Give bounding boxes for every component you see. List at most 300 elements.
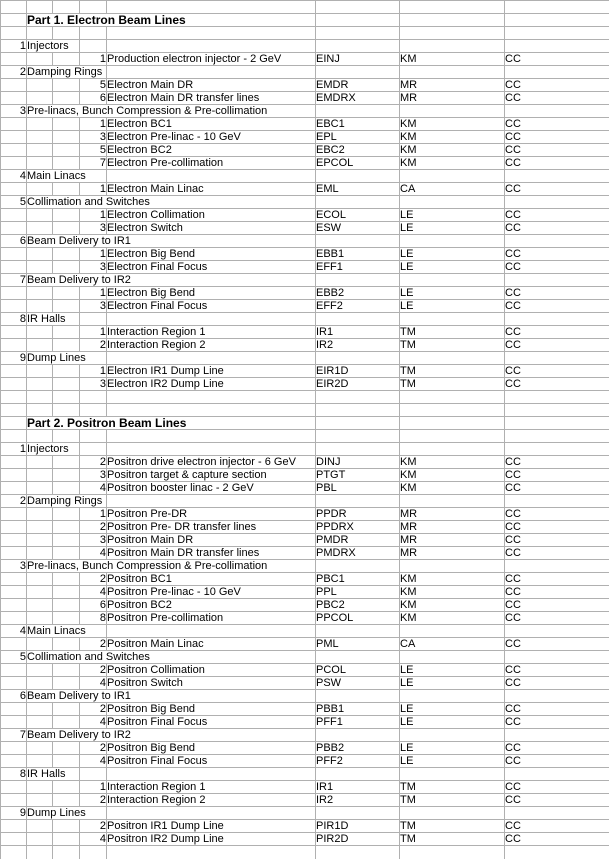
item-cc-cell[interactable]: CC [505, 131, 609, 144]
section-number-cell[interactable]: 6 [1, 235, 27, 248]
item-description-cell[interactable]: Electron Main Linac [107, 183, 316, 196]
section-name-cell[interactable]: Main Linacs [27, 170, 107, 183]
item-number-cell[interactable]: 2 [80, 456, 107, 469]
item-description-cell[interactable]: Electron Main DR transfer lines [107, 92, 316, 105]
item-cc-cell[interactable]: CC [505, 833, 609, 846]
item-description-cell[interactable]: Electron Switch [107, 222, 316, 235]
empty-cell[interactable] [80, 404, 107, 417]
item-group-cell[interactable]: TM [400, 339, 505, 352]
empty-cell[interactable] [27, 820, 53, 833]
item-number-cell[interactable]: 4 [80, 482, 107, 495]
empty-cell[interactable] [107, 846, 316, 859]
empty-cell[interactable] [400, 196, 505, 209]
empty-cell[interactable] [316, 274, 400, 287]
empty-cell[interactable] [505, 170, 609, 183]
empty-cell[interactable] [27, 222, 53, 235]
empty-cell[interactable] [53, 638, 80, 651]
empty-cell[interactable] [80, 430, 107, 443]
item-group-cell[interactable]: CA [400, 638, 505, 651]
item-description-cell[interactable]: Electron Pre-linac - 10 GeV [107, 131, 316, 144]
empty-cell[interactable] [1, 131, 27, 144]
empty-cell[interactable] [107, 391, 316, 404]
empty-cell[interactable] [400, 1, 505, 14]
item-code-cell[interactable]: PBB2 [316, 742, 400, 755]
part-title-cell[interactable]: Part 1. Electron Beam Lines [27, 14, 316, 27]
item-number-cell[interactable]: 8 [80, 612, 107, 625]
item-code-cell[interactable]: IR2 [316, 339, 400, 352]
item-description-cell[interactable]: Positron Switch [107, 677, 316, 690]
item-group-cell[interactable]: TM [400, 326, 505, 339]
empty-cell[interactable] [1, 92, 27, 105]
empty-cell[interactable] [53, 586, 80, 599]
empty-cell[interactable] [400, 495, 505, 508]
empty-cell[interactable] [53, 456, 80, 469]
empty-cell[interactable] [27, 547, 53, 560]
empty-cell[interactable] [1, 833, 27, 846]
item-group-cell[interactable]: LE [400, 677, 505, 690]
item-code-cell[interactable]: EPL [316, 131, 400, 144]
item-group-cell[interactable]: LE [400, 248, 505, 261]
empty-cell[interactable] [1, 326, 27, 339]
item-description-cell[interactable]: Electron Main DR [107, 79, 316, 92]
empty-cell[interactable] [53, 573, 80, 586]
empty-cell[interactable] [1, 794, 27, 807]
item-code-cell[interactable]: EML [316, 183, 400, 196]
item-group-cell[interactable]: TM [400, 365, 505, 378]
item-number-cell[interactable]: 3 [80, 378, 107, 391]
empty-cell[interactable] [316, 196, 400, 209]
item-cc-cell[interactable]: CC [505, 222, 609, 235]
empty-cell[interactable] [27, 508, 53, 521]
empty-cell[interactable] [53, 612, 80, 625]
section-name-cell[interactable]: Main Linacs [27, 625, 107, 638]
empty-cell[interactable] [1, 144, 27, 157]
section-number-cell[interactable]: 4 [1, 170, 27, 183]
item-number-cell[interactable]: 4 [80, 833, 107, 846]
empty-cell[interactable] [316, 729, 400, 742]
item-code-cell[interactable]: PML [316, 638, 400, 651]
item-group-cell[interactable]: MR [400, 534, 505, 547]
empty-cell[interactable] [107, 313, 316, 326]
empty-cell[interactable] [27, 183, 53, 196]
empty-cell[interactable] [107, 495, 316, 508]
item-number-cell[interactable]: 1 [80, 781, 107, 794]
section-name-cell[interactable]: Dump Lines [27, 807, 107, 820]
item-description-cell[interactable]: Electron BC2 [107, 144, 316, 157]
empty-cell[interactable] [27, 118, 53, 131]
item-code-cell[interactable]: ECOL [316, 209, 400, 222]
empty-cell[interactable] [400, 352, 505, 365]
item-code-cell[interactable]: PTGT [316, 469, 400, 482]
empty-cell[interactable] [316, 391, 400, 404]
empty-cell[interactable] [505, 235, 609, 248]
empty-cell[interactable] [400, 27, 505, 40]
section-name-cell[interactable]: Dump Lines [27, 352, 107, 365]
empty-cell[interactable] [27, 131, 53, 144]
item-description-cell[interactable]: Electron Final Focus [107, 300, 316, 313]
empty-cell[interactable] [53, 469, 80, 482]
section-name-cell[interactable]: IR Halls [27, 768, 80, 781]
empty-cell[interactable] [27, 703, 53, 716]
item-group-cell[interactable]: CA [400, 183, 505, 196]
item-code-cell[interactable]: EFF2 [316, 300, 400, 313]
item-description-cell[interactable]: Electron BC1 [107, 118, 316, 131]
empty-cell[interactable] [1, 287, 27, 300]
empty-cell[interactable] [316, 170, 400, 183]
empty-cell[interactable] [1, 430, 27, 443]
item-code-cell[interactable]: PSW [316, 677, 400, 690]
item-cc-cell[interactable]: CC [505, 742, 609, 755]
empty-cell[interactable] [53, 144, 80, 157]
item-number-cell[interactable]: 4 [80, 586, 107, 599]
empty-cell[interactable] [316, 27, 400, 40]
empty-cell[interactable] [1, 586, 27, 599]
item-number-cell[interactable]: 5 [80, 144, 107, 157]
empty-cell[interactable] [107, 807, 316, 820]
empty-cell[interactable] [53, 781, 80, 794]
item-code-cell[interactable]: EPCOL [316, 157, 400, 170]
item-number-cell[interactable]: 2 [80, 521, 107, 534]
item-description-cell[interactable]: Positron Main Linac [107, 638, 316, 651]
section-name-cell[interactable]: Beam Delivery to IR1 [27, 235, 316, 248]
item-group-cell[interactable]: LE [400, 716, 505, 729]
item-cc-cell[interactable]: CC [505, 183, 609, 196]
item-number-cell[interactable]: 6 [80, 92, 107, 105]
empty-cell[interactable] [316, 66, 400, 79]
empty-cell[interactable] [27, 365, 53, 378]
section-number-cell[interactable]: 3 [1, 560, 27, 573]
empty-cell[interactable] [1, 300, 27, 313]
empty-cell[interactable] [27, 794, 53, 807]
empty-cell[interactable] [27, 1, 53, 14]
empty-cell[interactable] [53, 326, 80, 339]
section-name-cell[interactable]: Beam Delivery to IR2 [27, 274, 316, 287]
empty-cell[interactable] [1, 183, 27, 196]
empty-cell[interactable] [27, 27, 53, 40]
item-code-cell[interactable]: EBB2 [316, 287, 400, 300]
item-cc-cell[interactable]: CC [505, 521, 609, 534]
empty-cell[interactable] [53, 300, 80, 313]
empty-cell[interactable] [53, 755, 80, 768]
item-code-cell[interactable]: EIR1D [316, 365, 400, 378]
empty-cell[interactable] [400, 105, 505, 118]
section-name-cell[interactable]: Injectors [27, 443, 80, 456]
section-name-cell[interactable]: Beam Delivery to IR1 [27, 690, 316, 703]
empty-cell[interactable] [400, 170, 505, 183]
empty-cell[interactable] [1, 14, 27, 27]
empty-cell[interactable] [53, 27, 80, 40]
empty-cell[interactable] [400, 430, 505, 443]
item-description-cell[interactable]: Interaction Region 1 [107, 781, 316, 794]
empty-cell[interactable] [80, 313, 107, 326]
item-group-cell[interactable]: TM [400, 820, 505, 833]
empty-cell[interactable] [1, 716, 27, 729]
empty-cell[interactable] [400, 417, 505, 430]
empty-cell[interactable] [53, 157, 80, 170]
empty-cell[interactable] [107, 430, 316, 443]
section-name-cell[interactable]: IR Halls [27, 313, 80, 326]
item-code-cell[interactable]: PBC1 [316, 573, 400, 586]
empty-cell[interactable] [1, 820, 27, 833]
item-cc-cell[interactable]: CC [505, 365, 609, 378]
item-description-cell[interactable]: Positron booster linac - 2 GeV [107, 482, 316, 495]
item-number-cell[interactable]: 2 [80, 339, 107, 352]
empty-cell[interactable] [1, 404, 27, 417]
item-description-cell[interactable]: Positron target & capture section [107, 469, 316, 482]
empty-cell[interactable] [1, 755, 27, 768]
empty-cell[interactable] [53, 365, 80, 378]
item-cc-cell[interactable]: CC [505, 144, 609, 157]
empty-cell[interactable] [53, 1, 80, 14]
empty-cell[interactable] [400, 404, 505, 417]
empty-cell[interactable] [107, 352, 316, 365]
item-cc-cell[interactable]: CC [505, 378, 609, 391]
item-cc-cell[interactable]: CC [505, 339, 609, 352]
section-name-cell[interactable]: Injectors [27, 40, 80, 53]
item-description-cell[interactable]: Positron IR1 Dump Line [107, 820, 316, 833]
empty-cell[interactable] [1, 209, 27, 222]
empty-cell[interactable] [505, 443, 609, 456]
item-description-cell[interactable]: Electron Final Focus [107, 261, 316, 274]
empty-cell[interactable] [53, 339, 80, 352]
item-cc-cell[interactable]: CC [505, 573, 609, 586]
empty-cell[interactable] [80, 40, 107, 53]
empty-cell[interactable] [400, 66, 505, 79]
empty-cell[interactable] [27, 430, 53, 443]
empty-cell[interactable] [316, 846, 400, 859]
section-number-cell[interactable]: 8 [1, 313, 27, 326]
empty-cell[interactable] [316, 430, 400, 443]
item-code-cell[interactable]: PBB1 [316, 703, 400, 716]
item-group-cell[interactable]: LE [400, 209, 505, 222]
empty-cell[interactable] [27, 456, 53, 469]
empty-cell[interactable] [53, 599, 80, 612]
empty-cell[interactable] [107, 404, 316, 417]
empty-cell[interactable] [27, 157, 53, 170]
empty-cell[interactable] [27, 248, 53, 261]
empty-cell[interactable] [27, 79, 53, 92]
item-code-cell[interactable]: PPCOL [316, 612, 400, 625]
item-code-cell[interactable]: PIR1D [316, 820, 400, 833]
item-number-cell[interactable]: 1 [80, 118, 107, 131]
empty-cell[interactable] [1, 742, 27, 755]
empty-cell[interactable] [1, 79, 27, 92]
empty-cell[interactable] [27, 755, 53, 768]
item-code-cell[interactable]: ESW [316, 222, 400, 235]
empty-cell[interactable] [53, 482, 80, 495]
item-code-cell[interactable]: IR1 [316, 326, 400, 339]
empty-cell[interactable] [1, 27, 27, 40]
item-group-cell[interactable]: LE [400, 261, 505, 274]
empty-cell[interactable] [53, 378, 80, 391]
empty-cell[interactable] [400, 14, 505, 27]
empty-cell[interactable] [53, 261, 80, 274]
empty-cell[interactable] [53, 131, 80, 144]
empty-cell[interactable] [107, 170, 316, 183]
empty-cell[interactable] [505, 274, 609, 287]
item-code-cell[interactable]: EBC2 [316, 144, 400, 157]
section-name-cell[interactable]: Collimation and Switches [27, 196, 316, 209]
item-cc-cell[interactable]: CC [505, 677, 609, 690]
item-description-cell[interactable]: Electron Collimation [107, 209, 316, 222]
empty-cell[interactable] [107, 625, 316, 638]
empty-cell[interactable] [316, 690, 400, 703]
item-number-cell[interactable]: 2 [80, 664, 107, 677]
empty-cell[interactable] [27, 404, 53, 417]
empty-cell[interactable] [505, 404, 609, 417]
empty-cell[interactable] [53, 677, 80, 690]
item-group-cell[interactable]: LE [400, 703, 505, 716]
empty-cell[interactable] [27, 209, 53, 222]
item-group-cell[interactable]: KM [400, 599, 505, 612]
empty-cell[interactable] [27, 833, 53, 846]
item-code-cell[interactable]: PFF1 [316, 716, 400, 729]
item-description-cell[interactable]: Positron BC1 [107, 573, 316, 586]
item-number-cell[interactable]: 6 [80, 599, 107, 612]
empty-cell[interactable] [505, 391, 609, 404]
item-group-cell[interactable]: MR [400, 92, 505, 105]
item-cc-cell[interactable]: CC [505, 534, 609, 547]
item-cc-cell[interactable]: CC [505, 755, 609, 768]
item-code-cell[interactable]: DINJ [316, 456, 400, 469]
item-cc-cell[interactable]: CC [505, 781, 609, 794]
section-number-cell[interactable]: 7 [1, 274, 27, 287]
empty-cell[interactable] [53, 534, 80, 547]
item-description-cell[interactable]: Electron IR1 Dump Line [107, 365, 316, 378]
empty-cell[interactable] [1, 547, 27, 560]
empty-cell[interactable] [27, 716, 53, 729]
empty-cell[interactable] [80, 768, 107, 781]
empty-cell[interactable] [1, 534, 27, 547]
item-number-cell[interactable]: 3 [80, 534, 107, 547]
item-description-cell[interactable]: Positron Collimation [107, 664, 316, 677]
empty-cell[interactable] [1, 573, 27, 586]
item-number-cell[interactable]: 7 [80, 157, 107, 170]
empty-cell[interactable] [80, 1, 107, 14]
item-description-cell[interactable]: Production electron injector - 2 GeV [107, 53, 316, 66]
item-cc-cell[interactable]: CC [505, 157, 609, 170]
item-description-cell[interactable]: Electron Big Bend [107, 287, 316, 300]
item-group-cell[interactable]: LE [400, 287, 505, 300]
empty-cell[interactable] [505, 690, 609, 703]
item-description-cell[interactable]: Positron drive electron injector - 6 GeV [107, 456, 316, 469]
item-cc-cell[interactable]: CC [505, 794, 609, 807]
empty-cell[interactable] [505, 625, 609, 638]
empty-cell[interactable] [400, 313, 505, 326]
item-code-cell[interactable]: PBL [316, 482, 400, 495]
item-code-cell[interactable]: EFF1 [316, 261, 400, 274]
section-number-cell[interactable]: 2 [1, 495, 27, 508]
item-number-cell[interactable]: 4 [80, 755, 107, 768]
empty-cell[interactable] [1, 378, 27, 391]
empty-cell[interactable] [1, 664, 27, 677]
item-description-cell[interactable]: Positron IR2 Dump Line [107, 833, 316, 846]
item-cc-cell[interactable]: CC [505, 287, 609, 300]
empty-cell[interactable] [1, 456, 27, 469]
empty-cell[interactable] [107, 443, 316, 456]
empty-cell[interactable] [505, 1, 609, 14]
item-number-cell[interactable]: 1 [80, 183, 107, 196]
item-number-cell[interactable]: 1 [80, 326, 107, 339]
empty-cell[interactable] [27, 846, 53, 859]
empty-cell[interactable] [400, 768, 505, 781]
section-number-cell[interactable]: 9 [1, 807, 27, 820]
item-cc-cell[interactable]: CC [505, 638, 609, 651]
item-code-cell[interactable]: PBC2 [316, 599, 400, 612]
empty-cell[interactable] [1, 391, 27, 404]
item-group-cell[interactable]: MR [400, 79, 505, 92]
item-code-cell[interactable]: PPDRX [316, 521, 400, 534]
item-group-cell[interactable]: TM [400, 833, 505, 846]
empty-cell[interactable] [27, 638, 53, 651]
section-number-cell[interactable]: 2 [1, 66, 27, 79]
empty-cell[interactable] [107, 1, 316, 14]
empty-cell[interactable] [316, 404, 400, 417]
empty-cell[interactable] [316, 443, 400, 456]
empty-cell[interactable] [505, 352, 609, 365]
item-code-cell[interactable]: EINJ [316, 53, 400, 66]
item-cc-cell[interactable]: CC [505, 703, 609, 716]
empty-cell[interactable] [400, 651, 505, 664]
empty-cell[interactable] [505, 66, 609, 79]
empty-cell[interactable] [27, 664, 53, 677]
item-group-cell[interactable]: KM [400, 144, 505, 157]
empty-cell[interactable] [400, 391, 505, 404]
item-group-cell[interactable]: KM [400, 573, 505, 586]
item-code-cell[interactable]: IR1 [316, 781, 400, 794]
item-group-cell[interactable]: KM [400, 482, 505, 495]
item-description-cell[interactable]: Interaction Region 2 [107, 794, 316, 807]
empty-cell[interactable] [1, 365, 27, 378]
item-number-cell[interactable]: 2 [80, 742, 107, 755]
item-description-cell[interactable]: Positron Big Bend [107, 742, 316, 755]
empty-cell[interactable] [400, 625, 505, 638]
empty-cell[interactable] [1, 677, 27, 690]
empty-cell[interactable] [1, 508, 27, 521]
empty-cell[interactable] [53, 118, 80, 131]
empty-cell[interactable] [316, 768, 400, 781]
empty-cell[interactable] [1, 469, 27, 482]
item-description-cell[interactable]: Positron Final Focus [107, 716, 316, 729]
item-number-cell[interactable]: 4 [80, 716, 107, 729]
empty-cell[interactable] [53, 248, 80, 261]
item-group-cell[interactable]: TM [400, 794, 505, 807]
empty-cell[interactable] [53, 742, 80, 755]
empty-cell[interactable] [53, 430, 80, 443]
item-group-cell[interactable]: MR [400, 521, 505, 534]
empty-cell[interactable] [400, 560, 505, 573]
empty-cell[interactable] [80, 846, 107, 859]
section-number-cell[interactable]: 9 [1, 352, 27, 365]
item-description-cell[interactable]: Positron Final Focus [107, 755, 316, 768]
empty-cell[interactable] [1, 846, 27, 859]
empty-cell[interactable] [27, 521, 53, 534]
empty-cell[interactable] [505, 560, 609, 573]
section-number-cell[interactable]: 5 [1, 196, 27, 209]
empty-cell[interactable] [107, 768, 316, 781]
item-description-cell[interactable]: Electron Big Bend [107, 248, 316, 261]
empty-cell[interactable] [505, 430, 609, 443]
empty-cell[interactable] [27, 612, 53, 625]
item-cc-cell[interactable]: CC [505, 248, 609, 261]
empty-cell[interactable] [505, 846, 609, 859]
item-group-cell[interactable]: KM [400, 53, 505, 66]
item-number-cell[interactable]: 2 [80, 794, 107, 807]
empty-cell[interactable] [53, 703, 80, 716]
item-group-cell[interactable]: KM [400, 456, 505, 469]
section-name-cell[interactable]: Pre-linacs, Bunch Compression & Pre-collimation [27, 105, 316, 118]
item-description-cell[interactable]: Positron Pre-DR [107, 508, 316, 521]
